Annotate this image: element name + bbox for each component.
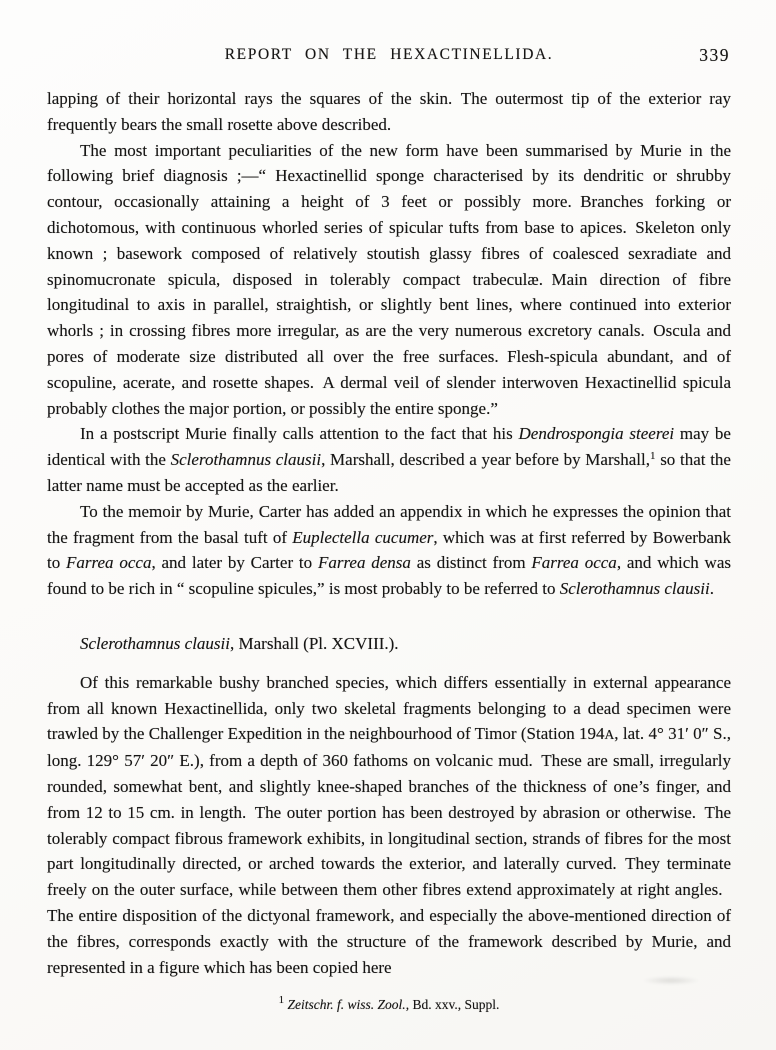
text-run: may be identical with the [47,424,731,470]
text-run: , Bd. xxv., Suppl. [405,997,500,1013]
text-run: , and later by Carter to [151,553,318,573]
text-run: In a postscript Murie finally calls attention to the fact that his [80,424,519,444]
paragraph-postscript [47,421,731,498]
paragraph-carter-appendix [47,499,731,602]
footnote-citation [47,996,731,1014]
text-run: so that the latter name must be accepted as the earlier. [47,450,731,495]
species-heading [47,631,731,657]
text-run: 1 [278,994,285,1007]
text-run: , Marshall (Pl. XCVIII.). [230,633,399,653]
text-run: . [709,579,714,599]
text-run: To the memoir by Murie, Carter has added an appendix in which he expresses the opinion that the fragment from the basal tuft of [47,501,731,547]
text-run: Sclerothamnus clausii [559,579,710,599]
text-run: , which was at first referred by Bowerbank to [47,527,731,573]
text-run: , Marshall, described a year before by Marshall, [321,450,650,470]
running-head [47,45,731,67]
text-run: , lat. 4° 31′ 0″ S., long. 129° 57′ 20″ E.), from a depth of 360 fathoms on volcanic mud. These are small, irregularly rounded, somewhat bent, and slightly knee-shaped branches of the thickness of one’s finger, and from 12 to 15 cm. in length. The outer portion has been destroyed by abrasion or otherwise. The tolerably compact fibrous framework exhibits, in longitudinal section, strands of fibres for the most part longitudinally directed, or arched towards the exterior, and laterally curved. They terminate freely on the outer surface, while between them other fibres extend approximately at right angles. The entire disposition of the dictyonal framework, and especially the above-mentioned direction of the fibres, corresponds exactly with the structure of the framework described by Murie, and represented in a figure which has been copied here [47,724,731,977]
text-run: as distinct from [410,553,532,573]
text-run: The most important peculiarities of the new form have been summarised by Murie in the following brief diagnosis ;—“ Hexactinellid sponge characterised by its dendritic or shrubby contour, occasionally attaining a height of 3 feet or possibly more. Branches forking or dichotomous, with continuous whorled series of spicular tufts from base to apices. Skeleton only known ; basework composed of relatively stoutish glassy fibres of coalesced sexradiate and spinomucronate spicula, disposed in tolerably compact trabeculæ. Main direction of fibre longitudinal to axis in parallel, straightish, or slightly bent lines, where continued into exterior whorls ; in crossing fibres more irregular, as are the very numerous excretory canals. Oscula and pores of moderate size distributed all over the free surfaces. Flesh-spicula abundant, and of scopuline, acerate, and rosette shapes. A dermal veil of slender interwoven Hexactinellid spicula probably clothes the major portion, or possibly the entire sponge.” [47,140,731,418]
text-run: 1 [649,450,656,463]
text-run: Sclerothamnus clausii [170,450,322,470]
text-run: Dendrospongia steerei [518,424,675,444]
page-number: 339 [699,45,730,65]
text-run: A [604,727,615,743]
text-run: Of this remarkable bushy branched species, which differs essentially in external appearance from all known Hexactinellida, only two skeletal fragments belonging to a dead specimen were trawled by the Challenger Expedition in the neighbourhood of Timor (Station 194 [47,672,731,744]
text-run: Sclerothamnus clausii [80,633,230,653]
scan-artifact [642,976,700,985]
paragraph-species-description [47,670,731,981]
text-run: Farrea occa [66,553,152,573]
text-run: Euplectella cucumer [292,527,434,547]
text-run: Farrea densa [317,553,411,573]
text-run: , and which was found to be rich in “ scopuline spicules,” is most probably to be referred to [47,553,731,599]
paragraph-lapping [47,86,731,138]
text-run: lapping of their horizontal rays the squares of the skin. The outermost tip of the exterior ray frequently bears the small rosette above described. [47,89,731,134]
text-run: Farrea occa [531,553,617,573]
running-title: REPORT ON THE HEXACTINELLIDA. [224,46,554,63]
page-body [47,86,731,1014]
text-run: Zeitschr. f. wiss. Zool. [287,997,406,1013]
paragraph-murie-diagnosis [47,138,731,422]
